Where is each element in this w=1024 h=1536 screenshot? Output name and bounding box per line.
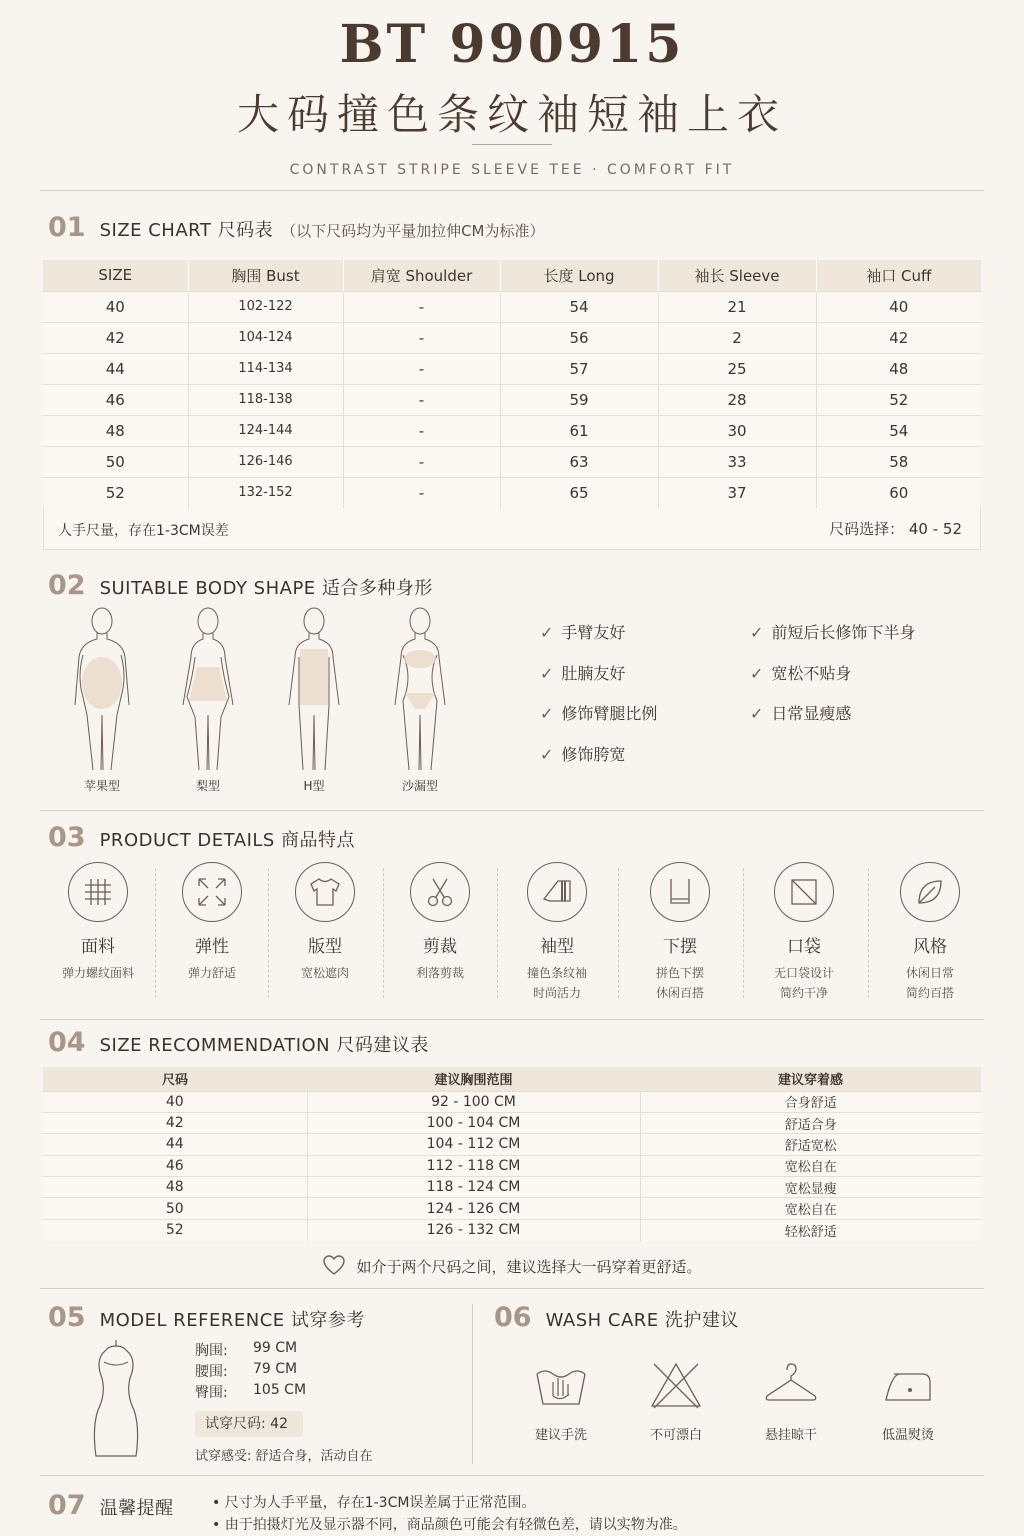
table-cell: 126-146 bbox=[188, 446, 343, 477]
table-cell: 28 bbox=[658, 384, 816, 415]
table-cell: 57 bbox=[500, 353, 658, 384]
table-cell: - bbox=[343, 477, 500, 508]
dashed-divider bbox=[268, 868, 269, 998]
fabric-icon bbox=[68, 862, 128, 922]
table-cell: 舒适宽松 bbox=[640, 1134, 981, 1155]
no-pocket-icon bbox=[774, 862, 834, 922]
table-cell: 61 bbox=[500, 415, 658, 446]
table-row bbox=[43, 415, 981, 446]
detail-stretch: 弹性 弹力舒适 bbox=[162, 862, 262, 983]
dashed-divider bbox=[155, 868, 156, 998]
wash-hang-dry: 悬挂晾干 bbox=[741, 1360, 841, 1443]
check-icon: ✓ bbox=[750, 704, 764, 723]
detail-hem: 下摆 拼色下摆 休闲百搭 bbox=[630, 862, 730, 1003]
product-code: BT 990915 bbox=[339, 14, 685, 75]
wash-hand: 建议手洗 bbox=[511, 1360, 611, 1443]
sleeve-icon bbox=[527, 862, 587, 922]
table-row bbox=[43, 291, 981, 322]
table-cell: 48 bbox=[816, 353, 981, 384]
table-cell: 舒适合身 bbox=[640, 1112, 981, 1133]
table-cell: 52 bbox=[816, 384, 981, 415]
divider bbox=[40, 810, 984, 811]
size-chart-table bbox=[43, 260, 981, 508]
table-row bbox=[43, 1091, 981, 1112]
size-chart-heading: 01 SIZE CHART 尺码表 （以下尺码均为平量加拉伸CM为标准） bbox=[48, 212, 545, 243]
table-row bbox=[43, 384, 981, 415]
body-figure-icon bbox=[67, 605, 137, 773]
table-row bbox=[43, 1219, 981, 1240]
table-cell: - bbox=[343, 384, 500, 415]
check-icon: ✓ bbox=[540, 664, 554, 683]
size-range: 尺码选择： 40 - 52 bbox=[829, 520, 962, 538]
table-cell: 40 bbox=[816, 291, 981, 322]
table-cell: 59 bbox=[500, 384, 658, 415]
table-cell: 46 bbox=[43, 1155, 307, 1176]
table-cell: 40 bbox=[43, 1091, 307, 1112]
stat-row: 臀围: 105 CM bbox=[195, 1382, 307, 1401]
stat-row: 腰围: 79 CM bbox=[195, 1361, 298, 1380]
no-bleach-icon bbox=[646, 1360, 706, 1412]
table-cell: 宽松显瘦 bbox=[640, 1177, 981, 1198]
table-cell: 48 bbox=[43, 1177, 307, 1198]
recommendation-note: 如介于两个尺码之间，建议选择大一码穿着更舒适。 bbox=[0, 1254, 1024, 1277]
table-cell: 30 bbox=[658, 415, 816, 446]
recommendation-table bbox=[43, 1067, 981, 1241]
model-heading: 05 MODEL REFERENCE 试穿参考 bbox=[48, 1302, 365, 1333]
dashed-divider bbox=[618, 868, 619, 998]
hanger-icon bbox=[761, 1360, 821, 1412]
table-cell: 33 bbox=[658, 446, 816, 477]
details-row bbox=[40, 862, 984, 1002]
detail-style: 风格 休闲日常 简约百搭 bbox=[880, 862, 980, 1003]
table-cell: 126 - 132 CM bbox=[307, 1219, 640, 1240]
table-cell: 100 - 104 CM bbox=[307, 1112, 640, 1133]
body-shape-heading: 02 SUITABLE BODY SHAPE 适合多种身形 bbox=[48, 570, 433, 601]
figure-pear: 梨型 bbox=[166, 605, 250, 794]
figure-apple: 苹果型 bbox=[60, 605, 144, 794]
dashed-divider bbox=[743, 868, 744, 998]
table-cell: - bbox=[343, 291, 500, 322]
check-item: ✓ 前短后长修饰下半身 bbox=[750, 623, 916, 642]
table-cell: 118-138 bbox=[188, 384, 343, 415]
detail-fabric: 面料 弹力螺纹面料 bbox=[48, 862, 148, 983]
table-cell: 2 bbox=[658, 322, 816, 353]
reminder-list bbox=[212, 1492, 687, 1536]
check-item: ✓ 修饰胯宽 bbox=[540, 745, 626, 764]
table-row bbox=[43, 1198, 981, 1219]
heart-icon bbox=[322, 1254, 346, 1276]
leaf-icon bbox=[900, 862, 960, 922]
detail-fit: 版型 宽松遮肉 bbox=[275, 862, 375, 983]
table-row bbox=[43, 353, 981, 384]
table-cell: 轻松舒适 bbox=[640, 1219, 981, 1240]
table-row bbox=[43, 1112, 981, 1133]
recommendation-heading: 04 SIZE RECOMMENDATION 尺码建议表 bbox=[48, 1027, 429, 1058]
divider bbox=[40, 1475, 984, 1476]
table-cell: 104 - 112 CM bbox=[307, 1134, 640, 1155]
table-cell: 21 bbox=[658, 291, 816, 322]
check-icon: ✓ bbox=[540, 704, 554, 723]
wash-low-iron: 低温熨烫 bbox=[858, 1360, 958, 1443]
table-cell: 124-144 bbox=[188, 415, 343, 446]
check-item: ✓ 手臂友好 bbox=[540, 623, 626, 642]
table-row bbox=[43, 1155, 981, 1176]
dashed-divider bbox=[383, 868, 384, 998]
table-cell: - bbox=[343, 322, 500, 353]
check-icon: ✓ bbox=[540, 745, 554, 764]
check-item: ✓ 宽松不贴身 bbox=[750, 664, 852, 683]
body-figure-icon bbox=[173, 605, 243, 773]
table-cell: - bbox=[343, 353, 500, 384]
figure-hourglass: 沙漏型 bbox=[378, 605, 462, 794]
body-figure-icon bbox=[385, 605, 455, 773]
table-cell: 124 - 126 CM bbox=[307, 1198, 640, 1219]
table-cell: 54 bbox=[500, 291, 658, 322]
table-cell: 37 bbox=[658, 477, 816, 508]
check-icon: ✓ bbox=[750, 664, 764, 683]
column-divider bbox=[472, 1304, 473, 1464]
try-size-badge: 试穿尺码: 42 bbox=[195, 1411, 303, 1437]
table-cell: 56 bbox=[500, 322, 658, 353]
table-row bbox=[43, 322, 981, 353]
table-cell: 50 bbox=[43, 1198, 307, 1219]
table-row bbox=[43, 1177, 981, 1198]
scissors-icon bbox=[410, 862, 470, 922]
reminder-heading: 07 温馨提醒 bbox=[48, 1490, 174, 1521]
figure-h: H型 bbox=[272, 605, 356, 794]
stat-row: 胸围: 99 CM bbox=[195, 1340, 298, 1359]
table-cell: 118 - 124 CM bbox=[307, 1177, 640, 1198]
table-cell: 132-152 bbox=[188, 477, 343, 508]
wash-no-bleach: 不可漂白 bbox=[626, 1360, 726, 1443]
check-item: ✓ 修饰臂腿比例 bbox=[540, 704, 658, 723]
table-cell: 52 bbox=[43, 477, 188, 508]
table-cell: 50 bbox=[43, 446, 188, 477]
hand-wash-icon bbox=[531, 1360, 591, 1412]
hem-icon bbox=[650, 862, 710, 922]
dashed-divider bbox=[497, 868, 498, 998]
try-feeling: 试穿感受: 舒适合身，活动自在 bbox=[195, 1449, 373, 1464]
table-cell: 48 bbox=[43, 415, 188, 446]
table-cell: 60 bbox=[816, 477, 981, 508]
tshirt-icon bbox=[295, 862, 355, 922]
table-cell: 104-124 bbox=[188, 322, 343, 353]
dashed-divider bbox=[868, 868, 869, 998]
table-row bbox=[43, 477, 981, 508]
table-cell: - bbox=[343, 446, 500, 477]
divider bbox=[40, 190, 984, 191]
check-item: ✓ 日常显瘦感 bbox=[750, 704, 852, 723]
table-cell: 58 bbox=[816, 446, 981, 477]
page-header bbox=[0, 0, 1024, 190]
details-heading: 03 PRODUCT DETAILS 商品特点 bbox=[48, 822, 356, 853]
table-cell: 114-134 bbox=[188, 353, 343, 384]
table-row bbox=[43, 446, 981, 477]
table-cell: 宽松自在 bbox=[640, 1155, 981, 1176]
table-cell: 54 bbox=[816, 415, 981, 446]
table-row bbox=[43, 1134, 981, 1155]
iron-icon bbox=[878, 1360, 938, 1412]
stretch-icon bbox=[182, 862, 242, 922]
table-cell: 92 - 100 CM bbox=[307, 1091, 640, 1112]
table-cell: 25 bbox=[658, 353, 816, 384]
table-cell: 102-122 bbox=[188, 291, 343, 322]
measure-note: 人手尺量，存在1-3CM误差 bbox=[58, 523, 229, 539]
table-header-row: SIZE 胸围 Bust 肩宽 Shoulder 长度 Long 袖长 Sleeve 袖口 Cuff bbox=[43, 260, 981, 291]
detail-pocket: 口袋 无口袋设计 简约干净 bbox=[754, 862, 854, 1003]
table-cell: 42 bbox=[43, 322, 188, 353]
table-cell: 合身舒适 bbox=[640, 1091, 981, 1112]
wash-heading: 06 WASH CARE 洗护建议 bbox=[494, 1302, 739, 1333]
body-figures bbox=[60, 605, 480, 795]
table-cell: 40 bbox=[43, 291, 188, 322]
product-subtitle: CONTRAST STRIPE SLEEVE TEE · COMFORT FIT bbox=[289, 162, 735, 178]
table-cell: 63 bbox=[500, 446, 658, 477]
table-cell: 44 bbox=[43, 353, 188, 384]
check-icon: ✓ bbox=[750, 623, 764, 642]
reminder-item: • 由于拍摄灯光及显示器不同，商品颜色可能会有轻微色差，请以实物为准。 bbox=[212, 1517, 687, 1533]
table-cell: 46 bbox=[43, 384, 188, 415]
table-cell: 42 bbox=[816, 322, 981, 353]
model-measurements bbox=[195, 1340, 306, 1403]
divider bbox=[40, 1288, 984, 1289]
check-item: ✓ 肚腩友好 bbox=[540, 664, 626, 683]
table-cell: 65 bbox=[500, 477, 658, 508]
table-cell: 44 bbox=[43, 1134, 307, 1155]
product-title: 大码撞色条纹袖短袖上衣 bbox=[236, 90, 787, 139]
table-cell: 宽松自在 bbox=[640, 1198, 981, 1219]
table-cell: - bbox=[343, 415, 500, 446]
table-cell: 42 bbox=[43, 1112, 307, 1133]
divider bbox=[40, 1019, 984, 1020]
check-icon: ✓ bbox=[540, 623, 554, 642]
table-cell: 112 - 118 CM bbox=[307, 1155, 640, 1176]
dress-form-icon bbox=[84, 1338, 148, 1462]
reminder-item: • 尺寸为人手平量，存在1-3CM误差属于正常范围。 bbox=[212, 1495, 536, 1511]
detail-cut: 剪裁 利落剪裁 bbox=[390, 862, 490, 983]
detail-sleeve: 袖型 撞色条纹袖 时尚活力 bbox=[507, 862, 607, 1003]
body-figure-icon bbox=[279, 605, 349, 773]
table-cell: 52 bbox=[43, 1219, 307, 1240]
title-divider bbox=[472, 144, 552, 145]
table-header-row: 尺码 建议胸围范围 建议穿着感 bbox=[43, 1067, 981, 1091]
size-chart-footer bbox=[43, 508, 981, 550]
